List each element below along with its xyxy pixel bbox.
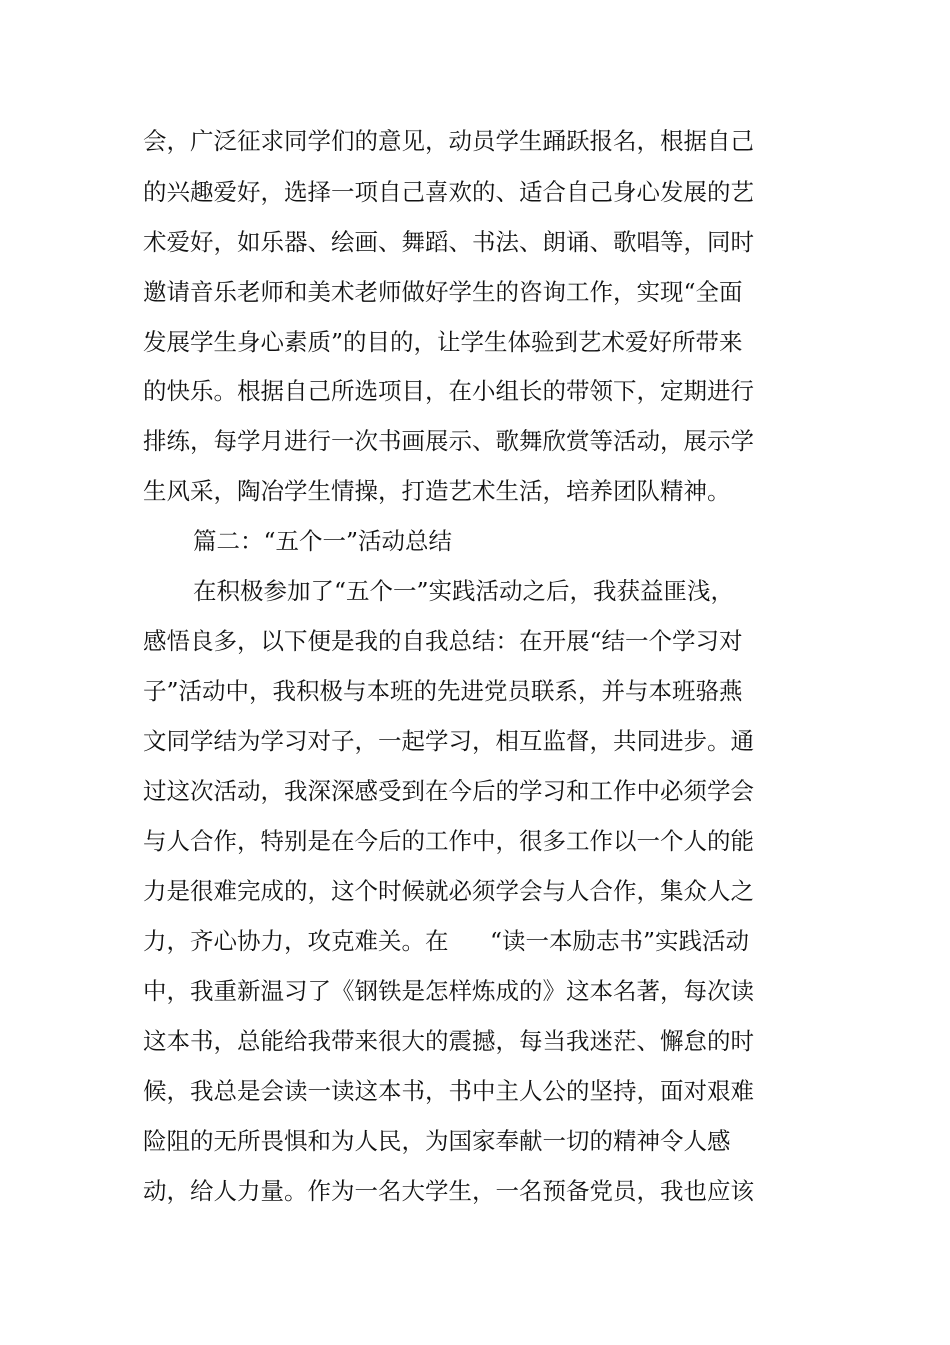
- text-line-20: 候，我总是会读一读这本书，书中主人公的坚持，面对艰难: [143, 1077, 754, 1105]
- text-line-5: 发展学生身心素质”的目的，让学生体验到艺术爱好所带来: [143, 328, 743, 356]
- text-line-17a: 力，齐心协力，攻克难关。在: [143, 927, 449, 955]
- text-line-7: 排练，每学月进行一次书画展示、歌舞欣赏等活动，展示学: [143, 427, 754, 455]
- text-line-15: 与人合作，特别是在今后的工作中，很多工作以一个人的能: [143, 827, 754, 855]
- text-line-22: 动，给人力量。作为一名大学生，一名预备党员，我也应该: [143, 1177, 754, 1205]
- text-line-2: 的兴趣爱好，选择一项自己喜欢的、适合自己身心发展的艺: [143, 178, 754, 206]
- text-line-6: 的快乐。根据自己所选项目，在小组长的带领下，定期进行: [143, 377, 754, 405]
- text-line-10: 在积极参加了“五个一”实践活动之后，我获益匪浅，: [193, 577, 735, 605]
- text-line-3: 术爱好，如乐器、绘画、舞蹈、书法、朗诵、歌唱等，同时: [143, 228, 754, 256]
- text-line-16: 力是很难完成的，这个时候就必须学会与人合作，集众人之: [143, 877, 754, 905]
- text-line-21: 险阻的无所畏惧和为人民，为国家奉献一切的精神令人感: [143, 1127, 731, 1155]
- text-line-11: 感悟良多，以下便是我的自我总结：在开展“结一个学习对: [143, 627, 743, 655]
- text-line-1: 会，广泛征求同学们的意见，动员学生踊跃报名，根据自己: [143, 127, 754, 155]
- text-line-12: 子”活动中，我积极与本班的先进党员联系，并与本班骆燕: [143, 677, 743, 705]
- text-line-4: 邀请音乐老师和美术老师做好学生的咨询工作，实现“全面: [143, 278, 743, 306]
- text-line-19: 这本书，总能给我带来很大的震撼，每当我迷茫、懈怠的时: [143, 1027, 754, 1055]
- text-line-14: 过这次活动，我深深感受到在今后的学习和工作中必须学会: [143, 777, 754, 805]
- text-line-8: 生风采，陶冶学生情操，打造艺术生活，培养团队精神。: [143, 477, 731, 505]
- text-line-17b: “读一本励志书”实践活动: [490, 927, 750, 955]
- text-line-13: 文同学结为学习对子，一起学习，相互监督，共同进步。通: [143, 727, 754, 755]
- section-heading: 篇二：“五个一”活动总结: [193, 527, 453, 555]
- text-line-18: 中，我重新温习了《钢铁是怎样炼成的》这本名著，每次读: [143, 977, 754, 1005]
